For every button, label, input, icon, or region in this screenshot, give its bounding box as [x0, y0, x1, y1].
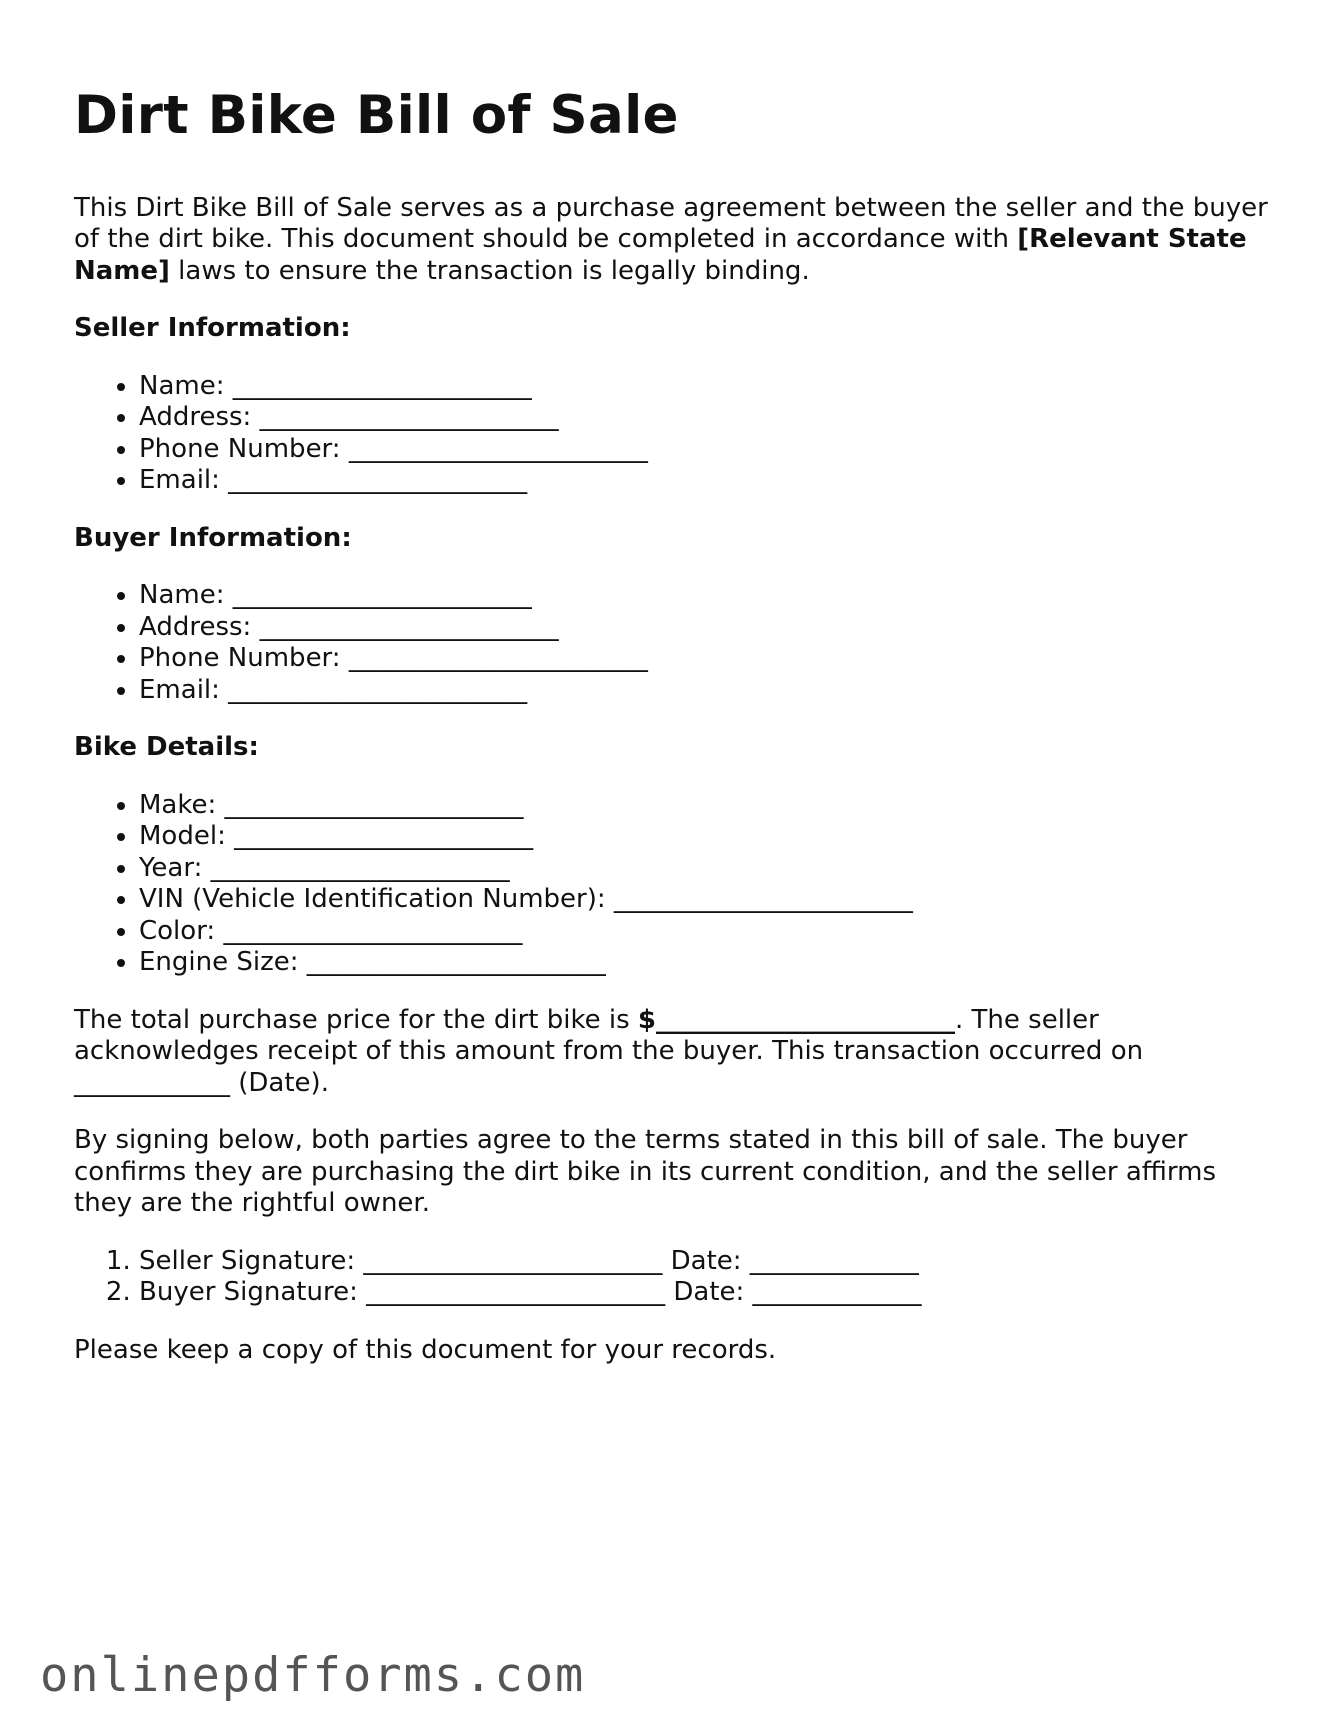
seller-heading: Seller Information:	[74, 313, 351, 344]
bike-year-label: Year:	[139, 852, 203, 883]
watermark: onlinepdfforms.com	[40, 1648, 586, 1703]
buyer-address-item	[139, 612, 1274, 644]
bike-engine-size-item	[139, 947, 1274, 979]
intro-text-start: This Dirt Bike Bill of Sale serves as a purchase agreement between the seller and the buyer of the dirt bike. This document should be completed in accordance with	[74, 192, 1268, 255]
bike-make-field[interactable]: _______________________	[224, 789, 524, 820]
seller-phone-label: Phone Number:	[139, 433, 341, 464]
signature-list	[74, 1246, 1274, 1309]
bike-model-label: Model:	[139, 821, 226, 852]
seller-date-field[interactable]: _____________	[749, 1245, 919, 1276]
bike-color-label: Color:	[139, 915, 216, 946]
seller-email-item	[139, 465, 1274, 497]
buyer-heading: Buyer Information:	[74, 522, 352, 553]
bike-year-field[interactable]: _______________________	[210, 852, 510, 883]
bike-make-label: Make:	[139, 789, 217, 820]
buyer-phone-item	[139, 643, 1274, 675]
closing-note: Please keep a copy of this document for your records.	[74, 1334, 777, 1365]
seller-address-label: Address:	[139, 402, 252, 433]
bike-color-item	[139, 916, 1274, 948]
bike-vin-item	[139, 884, 1274, 916]
buyer-signature-item	[139, 1277, 1274, 1309]
state-name-placeholder: [Relevant State Name]	[74, 224, 1247, 286]
seller-list	[74, 371, 1274, 497]
seller-phone-field[interactable]: _______________________	[348, 433, 648, 464]
seller-email-label: Email:	[139, 465, 220, 496]
bike-engine-size-field[interactable]: _______________________	[306, 947, 606, 978]
seller-email-field[interactable]: _______________________	[228, 465, 528, 496]
seller-signature-label: Seller Signature:	[139, 1245, 356, 1276]
buyer-date-field[interactable]: _____________	[752, 1277, 922, 1308]
buyer-name-field[interactable]: _______________________	[232, 580, 532, 611]
seller-signature-item	[139, 1246, 1274, 1278]
seller-signature-field[interactable]: _______________________	[363, 1245, 663, 1276]
seller-name-label: Name:	[139, 370, 225, 401]
bike-color-field[interactable]: _______________________	[223, 915, 523, 946]
agreement-paragraph: By signing below, both parties agree to the terms stated in this bill of sale. The buyer confirms they are purchasing the dirt bike in its current condition, and the seller affirms they are the rightful owner.	[74, 1125, 1217, 1219]
buyer-email-item	[139, 675, 1274, 707]
buyer-phone-field[interactable]: _______________________	[348, 643, 648, 674]
bike-vin-field[interactable]: _______________________	[613, 884, 913, 915]
bike-vin-label: VIN (Vehicle Identification Number):	[139, 884, 606, 915]
bike-details-heading: Bike Details:	[74, 732, 259, 763]
intro-paragraph	[74, 193, 1274, 288]
buyer-address-label: Address:	[139, 611, 252, 642]
seller-phone-item	[139, 434, 1274, 466]
seller-address-item	[139, 402, 1274, 434]
bike-model-item	[139, 821, 1274, 853]
seller-name-item	[139, 371, 1274, 403]
price-text-start: The total purchase price for the dirt bike is	[74, 1004, 638, 1035]
bike-details-list	[74, 790, 1274, 979]
buyer-email-field[interactable]: _______________________	[228, 674, 528, 705]
buyer-list	[74, 580, 1274, 706]
price-paragraph	[74, 1005, 1274, 1100]
page-title: Dirt Bike Bill of Sale	[74, 85, 679, 146]
buyer-address-field[interactable]: _______________________	[259, 611, 559, 642]
seller-date-label: Date:	[670, 1245, 742, 1276]
buyer-name-item	[139, 580, 1274, 612]
bike-engine-size-label: Engine Size:	[139, 947, 299, 978]
bike-year-item	[139, 853, 1274, 885]
intro-text-end: laws to ensure the transaction is legally binding.	[169, 255, 810, 286]
buyer-name-label: Name:	[139, 580, 225, 611]
document-page	[74, 82, 1274, 1366]
bike-model-field[interactable]: _______________________	[234, 821, 534, 852]
buyer-signature-label: Buyer Signature:	[139, 1277, 358, 1308]
buyer-date-label: Date:	[673, 1277, 745, 1308]
buyer-email-label: Email:	[139, 674, 220, 705]
buyer-phone-label: Phone Number:	[139, 643, 341, 674]
bike-make-item	[139, 790, 1274, 822]
seller-address-field[interactable]: _______________________	[259, 402, 559, 433]
price-text-middle: . The seller acknowledges receipt of this amount from the buyer. This transaction occurred on	[74, 1004, 1144, 1067]
seller-name-field[interactable]: _______________________	[232, 370, 532, 401]
price-field[interactable]: $_______________________	[637, 1004, 955, 1035]
transaction-date-field[interactable]: ____________	[74, 1067, 230, 1098]
transaction-date-label: (Date).	[230, 1067, 329, 1098]
buyer-signature-field[interactable]: _______________________	[366, 1277, 666, 1308]
